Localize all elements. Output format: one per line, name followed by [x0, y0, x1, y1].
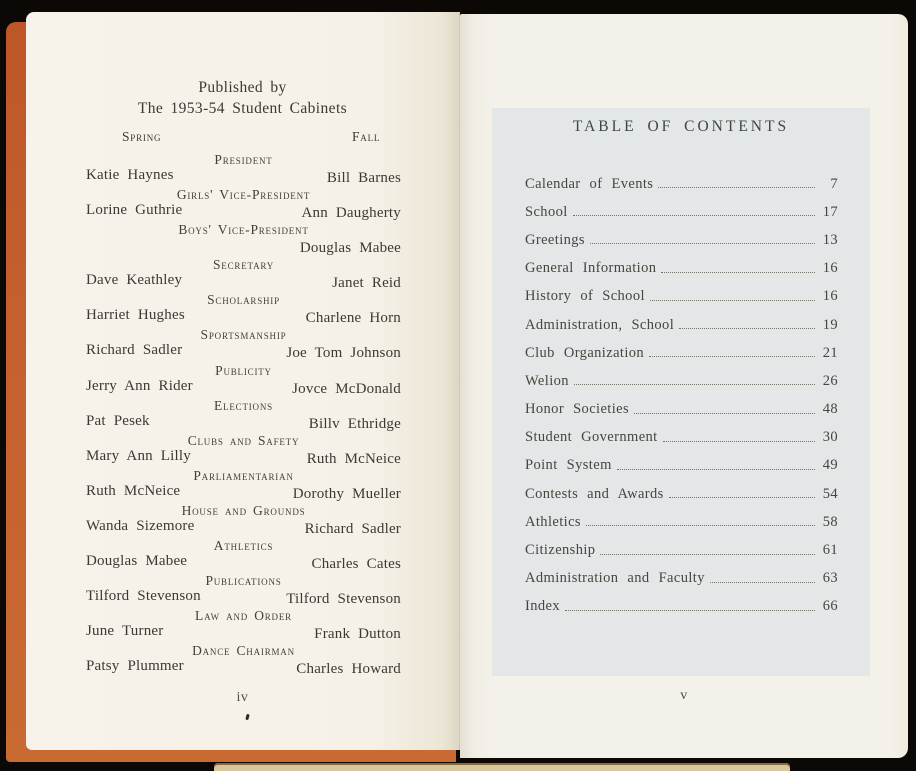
spring-officer-name: Tilford Stevenson — [86, 588, 201, 605]
office-names-row — [86, 341, 401, 362]
toc-entry-page-number: 54 — [822, 485, 838, 502]
spring-officer-name: Mary Ann Lilly — [86, 447, 191, 464]
student-cabinets-line: The 1953-54 Student Cabinets — [137, 100, 348, 117]
fall-officer-name: Ann Daugherty — [301, 205, 401, 222]
toc-entry — [525, 339, 838, 367]
spring-officer-name: Wanda Sizemore — [86, 517, 195, 534]
toc-entry-label: General Information — [525, 260, 657, 277]
dot-leader — [634, 413, 815, 414]
spring-officer-name: Lorine Guthrie — [86, 202, 183, 219]
toc-entry-label: Calendar of Events — [525, 175, 654, 192]
office-block — [86, 258, 401, 293]
toc-entry-label: Point System — [525, 457, 612, 474]
spring-officer-name: Richard Sadler — [86, 342, 183, 359]
toc-entry-label: Greetings — [525, 231, 585, 248]
fall-officer-name: Ruth McNeice — [306, 450, 401, 467]
spring-officer-name: Harriet Hughes — [86, 307, 185, 324]
published-by-block — [26, 78, 459, 119]
fall-officer-name: Billv Ethridge — [308, 415, 401, 432]
toc-entry — [525, 565, 838, 593]
toc-entry — [525, 226, 838, 254]
toc-entry-label: Student Government — [525, 429, 658, 446]
office-names-row — [86, 271, 401, 292]
spring-officer-name: Dave Keathley — [86, 272, 183, 289]
fall-officer-name: Joe Tom Johnson — [286, 345, 401, 362]
toc-entry-page-number: 16 — [822, 260, 838, 277]
office-names-row — [86, 587, 401, 608]
office-names-row — [86, 166, 401, 184]
fall-officer-name: Richard Sadler — [304, 520, 401, 537]
toc-title: TABLE OF CONTENTS — [572, 118, 790, 135]
spring-officer-name: Pat Pesek — [86, 412, 150, 429]
toc-entry — [525, 536, 838, 564]
fall-officer-name: Tilford Stevenson — [286, 591, 401, 608]
toc-entry — [525, 424, 838, 452]
office-names-row — [86, 412, 401, 430]
toc-entry-page-number: 48 — [822, 401, 838, 418]
toc-entry — [525, 198, 838, 226]
office-names-row — [86, 201, 401, 222]
toc-entry-page-number: 17 — [822, 203, 838, 220]
spring-officer-name: Patsy Plummer — [86, 658, 184, 675]
toc-entry-page-number: 49 — [822, 457, 838, 474]
ink-speck — [245, 714, 249, 721]
toc-entry-label: Citizenship — [525, 542, 596, 559]
toc-entry-label: Index — [525, 598, 561, 615]
office-names-row — [86, 622, 401, 643]
office-block — [86, 364, 401, 399]
toc-entry-list — [492, 170, 870, 621]
season-header-row — [26, 129, 459, 145]
office-names-row — [86, 447, 401, 465]
toc-entry — [525, 593, 838, 621]
toc-entry — [525, 283, 838, 311]
office-title: Scholarship — [207, 292, 280, 308]
toc-entry-label: Club Organization — [525, 344, 645, 361]
toc-entry-label: Contests and Awards — [525, 485, 664, 502]
toc-entry-page-number: 21 — [822, 344, 838, 361]
toc-entry-page-number: 13 — [822, 231, 838, 248]
spring-officer-name: Katie Haynes — [86, 167, 174, 183]
toc-entry-label: School — [525, 203, 568, 220]
toc-entry — [525, 508, 838, 536]
right-page — [460, 14, 908, 758]
fall-officer-name: Dorothy Mueller — [292, 485, 401, 502]
office-title: Girls' Vice-President — [176, 187, 311, 203]
office-block — [86, 293, 401, 328]
dot-leader — [669, 497, 815, 498]
dot-leader — [649, 356, 815, 357]
office-title: Dance Chairman — [192, 643, 295, 659]
toc-entry — [525, 367, 838, 395]
office-block — [86, 399, 401, 434]
office-names-row — [86, 657, 401, 678]
toc-entry-page-number: 63 — [822, 570, 838, 587]
office-block — [86, 328, 401, 363]
toc-entry-label: History of School — [525, 288, 645, 305]
dot-leader — [565, 610, 815, 611]
toc-entry-label: Administration, School — [525, 316, 675, 333]
toc-entry-page-number: 66 — [822, 598, 838, 615]
office-title: Clubs and Safety — [187, 432, 300, 448]
toc-entry-label: Honor Societies — [525, 401, 630, 418]
fall-officer-name: Charlene Horn — [305, 310, 401, 327]
office-block — [86, 574, 401, 609]
office-names-row — [86, 236, 401, 257]
dot-leader — [710, 582, 815, 583]
left-page-number: iv — [236, 690, 249, 705]
toc-entry — [525, 170, 838, 198]
office-block — [86, 539, 401, 574]
spring-officer-name: Ruth McNeice — [86, 482, 181, 499]
office-title: Publications — [205, 573, 282, 589]
fall-officer-name: Jovce McDonald — [292, 380, 401, 397]
office-block — [86, 469, 401, 504]
toc-entry — [525, 452, 838, 480]
office-names-row — [86, 377, 401, 395]
spring-officer-name: June Turner — [86, 623, 164, 640]
toc-entry — [525, 255, 838, 283]
office-title: Boys' Vice-President — [178, 222, 309, 238]
dot-leader — [679, 328, 815, 329]
toc-entry — [525, 311, 838, 339]
dot-leader — [617, 469, 815, 470]
office-title: Secretary — [213, 257, 274, 273]
table-of-contents-panel — [492, 108, 870, 676]
spring-officer-name: Douglas Mabee — [86, 553, 188, 570]
officer-list — [26, 145, 459, 679]
dot-leader — [573, 215, 815, 216]
fall-officer-name: Frank Dutton — [314, 626, 401, 643]
book-edge-below — [214, 763, 790, 771]
office-names-row — [86, 306, 401, 327]
fall-officer-name: Charles Cates — [311, 556, 401, 573]
toc-entry-page-number: 30 — [822, 429, 838, 446]
toc-entry-page-number: 58 — [822, 513, 838, 530]
left-page — [26, 12, 460, 750]
fall-column-header: Fall — [352, 129, 381, 144]
fall-officer-name: Bill Barnes — [326, 170, 401, 186]
fall-officer-name: Janet Reid — [332, 275, 401, 292]
dot-leader — [661, 272, 815, 273]
dot-leader — [650, 300, 815, 301]
spring-column-header: Spring — [122, 129, 162, 144]
toc-entry-label: Athletics — [525, 513, 581, 530]
dot-leader — [600, 554, 815, 555]
office-names-row — [86, 552, 401, 573]
fall-officer-name: Charles Howard — [296, 661, 401, 678]
right-page-number: v — [680, 688, 688, 703]
toc-entry-page-number: 26 — [822, 372, 838, 389]
office-block — [86, 188, 401, 223]
dot-leader — [590, 243, 815, 244]
office-names-row — [86, 482, 401, 500]
toc-entry-page-number: 16 — [822, 288, 838, 305]
office-title: Athletics — [213, 538, 274, 554]
office-block — [86, 644, 401, 679]
dot-leader — [658, 187, 815, 188]
office-names-row — [86, 517, 401, 535]
office-title: House and Grounds — [181, 502, 306, 518]
office-block — [86, 609, 401, 644]
office-title: Law and Order — [195, 608, 292, 624]
toc-entry-label: Welion — [525, 372, 569, 389]
dot-leader — [574, 384, 815, 385]
dot-leader — [586, 525, 815, 526]
published-by-line: Published by — [198, 79, 287, 96]
office-block — [86, 504, 401, 539]
toc-entry-page-number: 7 — [830, 175, 838, 192]
office-title: Publicity — [215, 362, 272, 378]
office-title: Sportsmanship — [200, 327, 287, 343]
dot-leader — [663, 441, 815, 442]
office-title: Elections — [214, 397, 273, 413]
toc-entry-page-number: 19 — [822, 316, 838, 333]
office-title: Parliamentarian — [193, 467, 294, 483]
office-block — [86, 153, 401, 188]
spring-officer-name: Jerry Ann Rider — [86, 377, 193, 394]
toc-entry-label: Administration and Faculty — [525, 570, 705, 587]
fall-officer-name: Douglas Mabee — [299, 240, 401, 257]
toc-entry — [525, 480, 838, 508]
toc-entry — [525, 396, 838, 424]
office-block — [86, 223, 401, 258]
office-block — [86, 434, 401, 469]
office-title: President — [214, 152, 273, 167]
toc-entry-page-number: 61 — [822, 542, 838, 559]
